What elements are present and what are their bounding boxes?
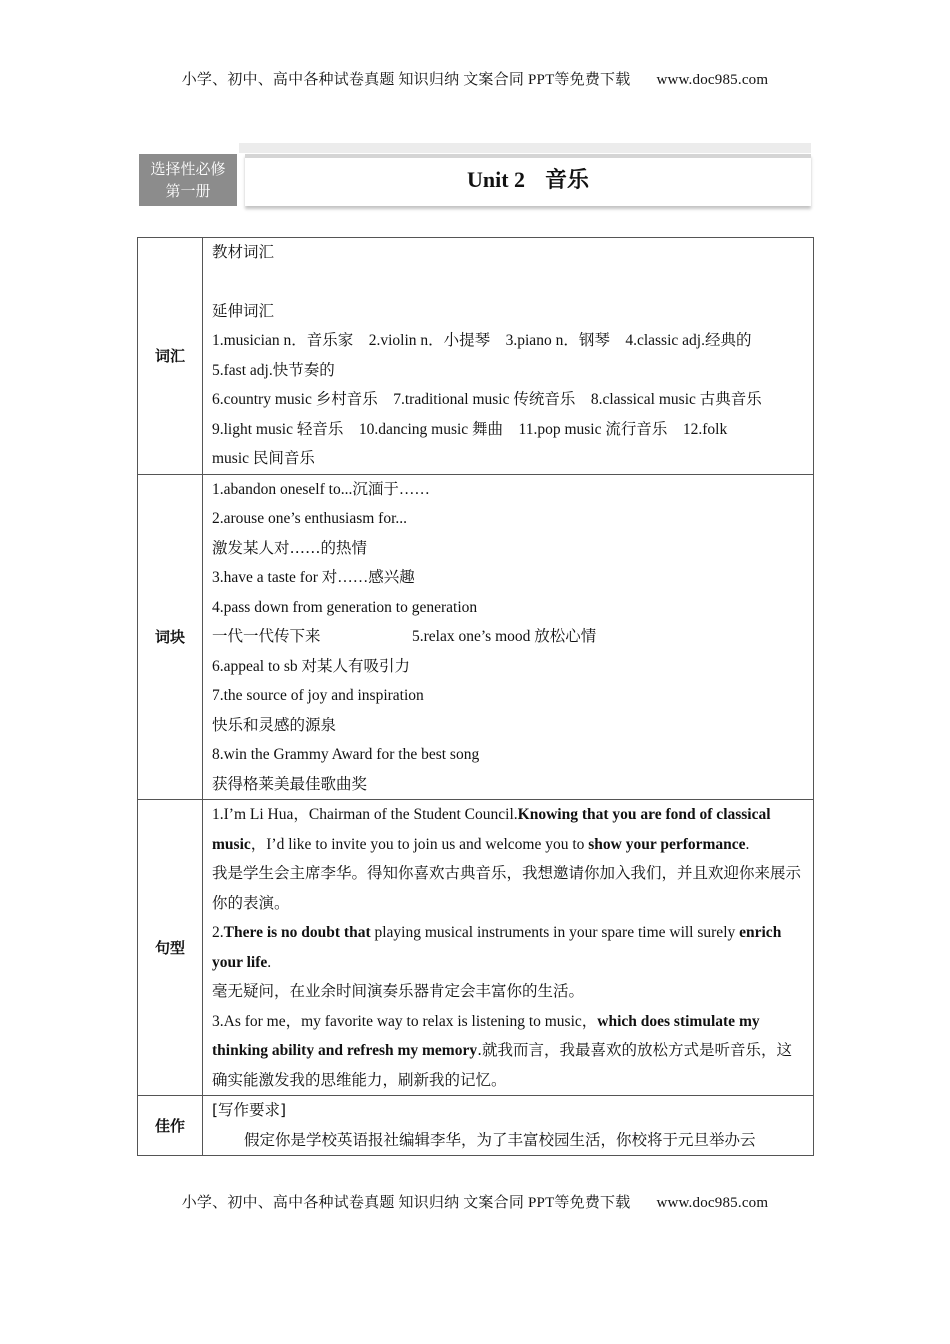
banner-shade — [239, 143, 811, 153]
chunk-line: 获得格莱美最佳歌曲奖 — [212, 774, 368, 793]
sentence-1-e: . — [745, 835, 750, 853]
sentence-2-a: 2. — [212, 924, 224, 941]
vocab-content — [203, 238, 814, 475]
label-chunks: 词块 — [138, 474, 203, 800]
unit-topic: 音乐 — [545, 168, 590, 193]
writing-content — [203, 1096, 814, 1156]
chunk-line: 4.pass down from generation to generation — [212, 598, 478, 616]
summary-table — [137, 237, 814, 1156]
sentence-2-e: . — [267, 953, 272, 971]
sentence-3-a: 3.As for me，my favorite way to relax is listening to music， — [212, 1012, 598, 1030]
sentence-2-bold-b: enrich your life — [212, 924, 782, 971]
page-header — [0, 68, 950, 89]
unit-title — [245, 163, 811, 194]
chunk-line: 一代一代传下来 — [212, 627, 321, 645]
sentence-2 — [212, 918, 807, 977]
footer-text: 小学、初中、高中各种试卷真题 知识归纳 文案合同 PPT等免费下载 — [181, 1195, 631, 1211]
sentence-1-a: 1.I’m Li Hua，Chairman of the Student Council. — [212, 806, 518, 823]
sentence-2-bold-a: There is no doubt that — [223, 924, 371, 941]
chunk-line: 5.relax one’s mood 放松心情 — [412, 628, 597, 645]
textbook-vocab-heading: 教材词汇 — [212, 243, 275, 261]
unit-number: Unit 2 — [466, 167, 526, 192]
vocab-line-5: music 民间音乐 — [212, 450, 315, 467]
book-tag-line2: 第一册 — [165, 182, 211, 200]
footer-url[interactable]: www.doc985.com — [656, 1195, 769, 1211]
sentence-1 — [212, 800, 807, 859]
chunk-line: 激发某人对……的热情 — [212, 538, 368, 557]
page-footer — [0, 1191, 950, 1212]
sentence-1-translation: 我是学生会主席李华。得知你喜欢古典音乐，我想邀请你加入我们，并且欢迎你来展示你的表演。 — [212, 864, 802, 912]
vocab-line-3: 6.country music 乡村音乐 7.traditional music 传统音乐 8.classical music 古典音乐 — [212, 391, 762, 408]
chunk-line: 7.the source of joy and inspiration — [212, 687, 424, 704]
sentence-3-translation: .就我而言，我最喜欢的放松方式是听音乐，这确实能激发我的思维能力，刷新我的记忆。 — [212, 1041, 793, 1089]
writing-heading: [写作要求] — [212, 1101, 287, 1119]
chunk-line: 8.win the Grammy Award for the best song — [212, 746, 480, 763]
writing-text: 假定你是学校英语报社编辑李华，为了丰富校园生活，你校将于元旦举办云 — [244, 1130, 756, 1149]
row-writing — [138, 1096, 814, 1156]
sentences-content — [203, 800, 814, 1096]
row-chunks — [138, 474, 814, 800]
unit-banner — [139, 143, 811, 213]
vocab-line-2: 5.fast adj.快节奏的 — [212, 361, 335, 379]
label-sentences: 句型 — [138, 800, 203, 1096]
chunk-line: 3.have a taste for 对……感兴趣 — [212, 569, 415, 586]
header-text: 小学、初中、高中各种试卷真题 知识归纳 文案合同 PPT等免费下载 — [181, 72, 631, 88]
label-vocab: 词汇 — [138, 238, 203, 475]
chunk-line-pair — [212, 622, 807, 652]
row-vocab — [138, 238, 814, 475]
sentence-1-bold-b: show your performance — [588, 835, 746, 853]
label-writing: 佳作 — [138, 1096, 203, 1156]
sentence-2-translation: 毫无疑问，在业余时间演奏乐器肯定会丰富你的生活。 — [212, 982, 585, 1000]
sentence-2-c: playing musical instruments in your spare time will surely — [370, 924, 740, 941]
chunk-line: 2.arouse one’s enthusiasm for... — [212, 510, 408, 527]
book-tag-line1: 选择性必修 — [150, 160, 226, 178]
extended-vocab-heading: 延伸词汇 — [212, 301, 275, 320]
book-tag — [139, 154, 237, 206]
vocab-line-4: 9.light music 轻音乐 10.dancing music 舞曲 11.pop music 流行音乐 12.folk — [212, 420, 728, 438]
sentence-1-c: ，I’d like to invite you to join us and welcome you to — [250, 835, 589, 853]
sentence-1-bold-a: Knowing that you are fond of classical music — [212, 806, 771, 853]
chunk-line: 1.abandon oneself to...沉湎于…… — [212, 480, 430, 498]
vocab-line-1: 1.musician n．音乐家 2.violin n．小提琴 3.piano n．钢琴 4.classic adj.经典的 — [212, 332, 752, 349]
sentence-3-bold: which does stimulate my thinking ability and refresh my memory — [212, 1012, 760, 1059]
chunk-line: 6.appeal to sb 对某人有吸引力 — [212, 657, 411, 675]
sentence-3 — [212, 1007, 807, 1096]
row-sentences — [138, 800, 814, 1096]
header-url[interactable]: www.doc985.com — [656, 72, 769, 88]
chunk-line: 快乐和灵感的源泉 — [212, 715, 337, 734]
chunks-content — [203, 474, 814, 800]
